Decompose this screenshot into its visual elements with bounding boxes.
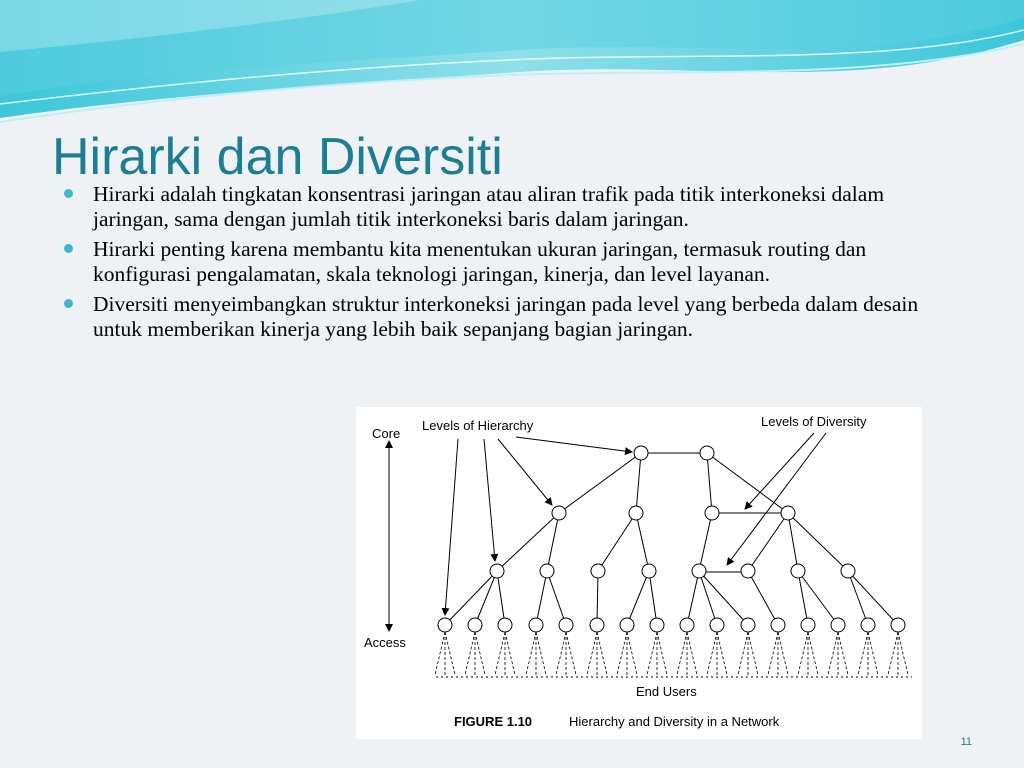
access-node — [861, 618, 875, 632]
bullet-item — [62, 237, 932, 287]
distribution-node — [552, 506, 566, 520]
end-user-link — [475, 632, 485, 675]
end-user-link — [778, 632, 788, 675]
access-node — [710, 618, 724, 632]
bullet-dot-icon — [64, 299, 73, 308]
aggregation-node — [741, 564, 755, 578]
end-user-link — [536, 632, 546, 675]
end-user-link — [868, 632, 878, 675]
aggregation-node — [791, 564, 805, 578]
end-user-link — [495, 632, 505, 675]
figure-caption-text: Hierarchy and Diversity in a Network — [569, 714, 780, 729]
access-node — [468, 618, 482, 632]
annotation-arrows — [445, 433, 826, 615]
end-users-label: End Users — [636, 684, 697, 699]
distribution-node — [629, 506, 643, 520]
aggregation-node — [841, 564, 855, 578]
end-user-links — [435, 632, 908, 675]
end-user-link — [738, 632, 748, 675]
bullet-text: Diversiti menyeimbangkan struktur interkoneksi jaringan pada level yang berbeda dalam desain untuk memberikan kinerja yang lebih baik sepanjang bagian jaringan. — [93, 292, 919, 341]
end-user-link — [435, 632, 445, 675]
aggregation-node — [591, 564, 605, 578]
core-node — [634, 446, 648, 460]
access-node — [771, 618, 785, 632]
end-user-link — [838, 632, 848, 675]
core-node — [700, 446, 714, 460]
levels-of-hierarchy-label: Levels of Hierarchy — [422, 418, 534, 433]
end-user-link — [717, 632, 727, 675]
bullet-text: Hirarki penting karena membantu kita menentukan ukuran jaringan, termasuk routing dan konfigurasi pengalamatan, skala teknologi jaringan, kinerja, dan level layanan. — [93, 237, 867, 286]
access-node — [498, 618, 512, 632]
distribution-node — [781, 506, 795, 520]
access-node — [620, 618, 634, 632]
slide-title: Hirarki dan Diversiti — [52, 128, 503, 186]
end-user-link — [748, 632, 758, 675]
end-user-link — [597, 632, 607, 675]
end-user-link — [798, 632, 808, 675]
page-number: 11 — [960, 736, 972, 748]
access-node — [529, 618, 543, 632]
aggregation-node — [692, 564, 706, 578]
end-user-link — [526, 632, 536, 675]
end-user-link — [556, 632, 566, 675]
end-user-link — [465, 632, 475, 675]
bullet-dot-icon — [64, 244, 73, 253]
end-user-link — [505, 632, 515, 675]
end-user-link — [587, 632, 597, 675]
network-nodes — [438, 446, 905, 632]
access-node — [801, 618, 815, 632]
access-node — [438, 618, 452, 632]
end-user-link — [445, 632, 455, 675]
end-user-link — [677, 632, 687, 675]
aggregation-node — [490, 564, 504, 578]
end-user-link — [888, 632, 898, 675]
bullet-dot-icon — [64, 189, 73, 198]
end-user-link — [657, 632, 667, 675]
bullet-text: Hirarki adalah tingkatan konsentrasi jaringan atau aliran trafik pada titik interkoneksi dalam jaringan, sama dengan jumlah titik interkoneksi baris dalam jaringan. — [93, 182, 885, 231]
bullet-item — [62, 182, 932, 232]
access-node — [891, 618, 905, 632]
distribution-node — [705, 506, 719, 520]
access-node — [831, 618, 845, 632]
bullet-item — [62, 292, 932, 342]
edges — [445, 453, 898, 625]
access-node — [741, 618, 755, 632]
end-user-link — [707, 632, 717, 675]
end-user-link — [898, 632, 908, 675]
access-node — [650, 618, 664, 632]
levels-of-diversity-label: Levels of Diversity — [761, 414, 867, 429]
end-user-link — [627, 632, 637, 675]
figure-caption-number: FIGURE 1.10 — [454, 714, 533, 729]
access-label: Access — [364, 635, 406, 650]
end-user-link — [858, 632, 868, 675]
access-node — [559, 618, 573, 632]
access-node — [680, 618, 694, 632]
end-user-link — [828, 632, 838, 675]
bullet-list — [62, 182, 932, 347]
end-user-link — [566, 632, 576, 675]
end-user-link — [647, 632, 657, 675]
hierarchy-diversity-figure — [356, 407, 922, 739]
end-user-link — [617, 632, 627, 675]
aggregation-node — [540, 564, 554, 578]
end-user-link — [687, 632, 697, 675]
aggregation-node — [642, 564, 656, 578]
core-label: Core — [372, 426, 401, 441]
end-user-link — [768, 632, 778, 675]
access-node — [590, 618, 604, 632]
end-user-link — [808, 632, 818, 675]
